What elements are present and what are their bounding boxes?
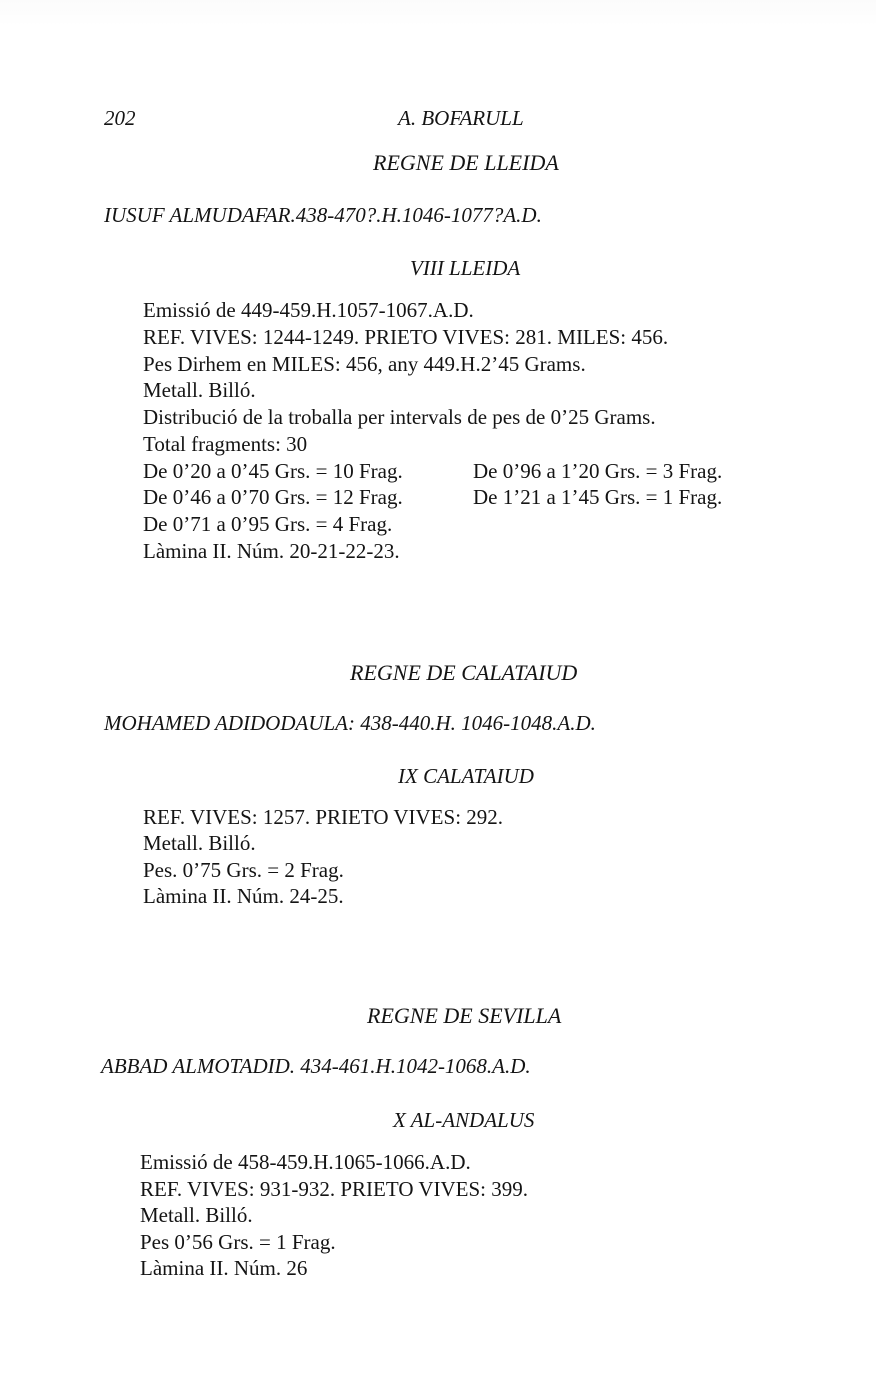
- text-line: Làmina II. Núm. 26: [140, 1256, 308, 1280]
- text-line: REF. VIVES: 1244-1249. PRIETO VIVES: 281. MILES: 456.: [143, 325, 669, 349]
- text-line: REF. VIVES: 1257. PRIETO VIVES: 292.: [143, 805, 504, 829]
- plate-reference-lleida: Làmina II. Núm. 20-21-22-23.: [143, 539, 400, 563]
- page-top-shading: [0, 0, 876, 26]
- section-title-sevilla: REGNE DE SEVILLA: [367, 1003, 562, 1028]
- coin-heading-lleida: VIII LLEIDA: [410, 256, 521, 280]
- distribution-row-left: De 0’71 a 0’95 Grs. = 4 Frag.: [143, 512, 393, 536]
- text-line: Pes. 0’75 Grs. = 2 Frag.: [143, 858, 344, 882]
- section-title-lleida: REGNE DE LLEIDA: [373, 150, 559, 175]
- text-line: Metall. Billó.: [143, 831, 256, 855]
- text-line: Làmina II. Núm. 24-25.: [143, 884, 344, 908]
- text-line: Emissió de 449-459.H.1057-1067.A.D.: [143, 298, 474, 322]
- distribution-row-right: De 1’21 a 1’45 Grs. = 1 Frag.: [473, 485, 723, 509]
- distribution-row-right: De 0’96 a 1’20 Grs. = 3 Frag.: [473, 459, 723, 483]
- text-line: Metall. Billó.: [140, 1203, 253, 1227]
- running-head: A. BOFARULL: [398, 106, 524, 130]
- ruler-line-lleida: IUSUF ALMUDAFAR.438-470?.H.1046-1077?A.D.: [104, 203, 542, 227]
- distribution-row-left: De 0’46 a 0’70 Grs. = 12 Frag.: [143, 485, 403, 509]
- ruler-line-sevilla: ABBAD ALMOTADID. 434-461.H.1042-1068.A.D.: [101, 1054, 531, 1078]
- text-line: Pes 0’56 Grs. = 1 Frag.: [140, 1230, 336, 1254]
- text-line: Total fragments: 30: [143, 432, 308, 456]
- coin-heading-calataiud: IX CALATAIUD: [398, 764, 534, 788]
- distribution-row-left: De 0’20 a 0’45 Grs. = 10 Frag.: [143, 459, 403, 483]
- text-line: Distribució de la troballa per intervals de pes de 0’25 Grams.: [143, 405, 656, 429]
- section-title-calataiud: REGNE DE CALATAIUD: [350, 660, 578, 685]
- text-line: Emissió de 458-459.H.1065-1066.A.D.: [140, 1150, 471, 1174]
- text-line: REF. VIVES: 931-932. PRIETO VIVES: 399.: [140, 1177, 529, 1201]
- text-line: Metall. Billó.: [143, 378, 256, 402]
- text-line: Pes Dirhem en MILES: 456, any 449.H.2’45 Grams.: [143, 352, 586, 376]
- page-number: 202: [104, 106, 136, 130]
- ruler-line-calataiud: MOHAMED ADIDODAULA: 438-440.H. 1046-1048.A.D.: [104, 711, 596, 735]
- coin-heading-sevilla: X AL-ANDALUS: [393, 1108, 535, 1132]
